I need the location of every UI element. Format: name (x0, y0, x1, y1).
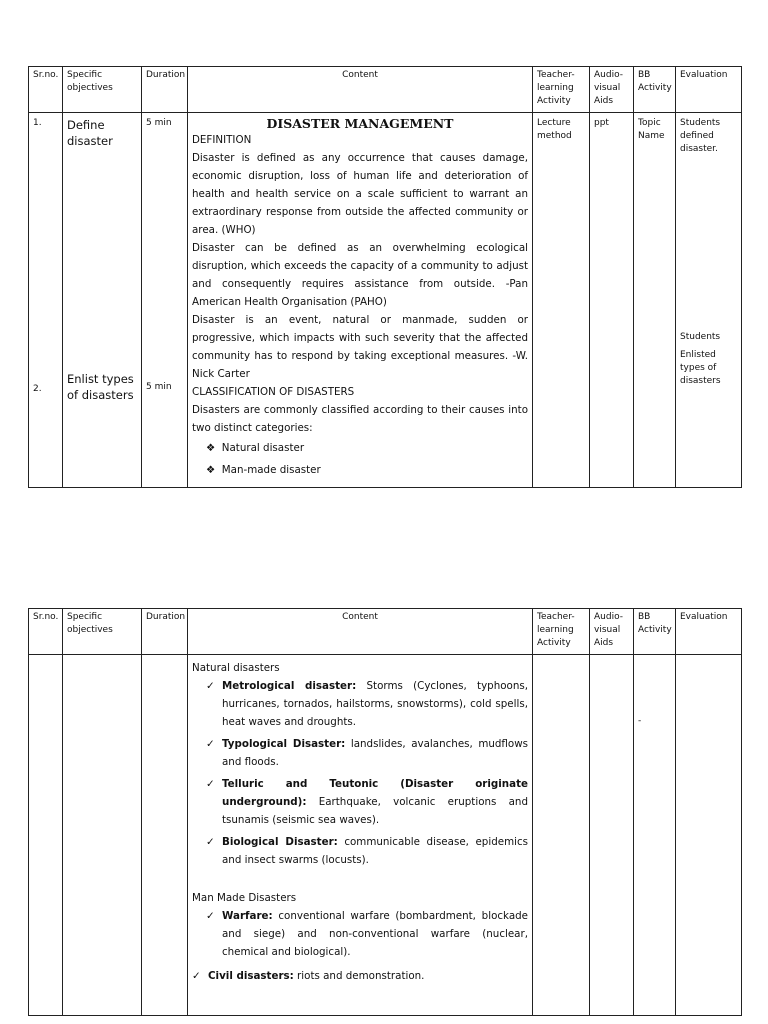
aids-cell (590, 655, 634, 1016)
content-title: DISASTER MANAGEMENT (266, 116, 454, 131)
header-duration: Duration (142, 609, 188, 655)
header-aids: Audio-visual Aids (590, 67, 634, 113)
evaluation-2b: Enlisted types of disasters (680, 350, 721, 386)
duration-cell (142, 113, 188, 488)
duration-1: 5 min (146, 118, 172, 128)
evaluation-1: Students defined disaster. (680, 118, 721, 154)
evaluation-cell (676, 113, 742, 488)
evaluation-cell (676, 655, 742, 1016)
lesson-plan-table-2 (28, 608, 742, 1016)
manmade-disaster-list (206, 907, 528, 961)
check-icon: ✓ (206, 738, 215, 750)
evaluation-2a: Students (680, 332, 721, 342)
objectives-cell (63, 655, 142, 1016)
header-objectives: Specific objectives (63, 609, 142, 655)
header-srno: Sr.no. (29, 609, 63, 655)
bb-activity-cell: Topic Name (634, 113, 676, 488)
objective-enlist-types: Enlist types of disasters (67, 372, 134, 402)
definition-paho: Disaster can be defined as an overwhelming ecological disruption, which exceeds the capacity of a community to adjust and consequently requires assistance from outside. -Pan American Health Organisation (PAHO) (192, 242, 528, 308)
classification-text: Disasters are commonly classified according to their causes into two distinct categories: (192, 404, 528, 434)
list-item: ✓ Telluric and Teutonic (Disaster originate underground): Earthquake, volcanic eruptions and tsunamis (seismic sea waves). (206, 775, 528, 829)
manmade-disasters-heading: Man Made Disasters (192, 892, 297, 904)
natural-disasters-heading: Natural disasters (192, 662, 280, 674)
list-item: ❖ Man-made disaster (206, 464, 321, 476)
srno-cell (29, 113, 63, 488)
header-bb-activity: BB Activity (634, 609, 676, 655)
list-item: ✓ Metrological disaster: Storms (Cyclones, typhoons, hurricanes, tornados, hailstorms, snowstorms), cold spells, heat waves and droughts. (206, 677, 528, 731)
definition-heading: DEFINITION (192, 134, 252, 146)
list-item: ✓ Warfare: conventional warfare (bombardment, blockade and siege) and non-conventional warfare (nuclear, chemical and biological). (206, 907, 528, 961)
check-icon: ✓ (206, 910, 215, 922)
srno-2: 2. (33, 384, 42, 394)
header-teacher-activity: Teacher-learning Activity (533, 609, 590, 655)
bb-dash: - (638, 716, 642, 726)
natural-disaster-list (206, 677, 528, 869)
lesson-plan-table-1 (28, 66, 742, 488)
check-icon: ✓ (206, 836, 215, 848)
header-duration: Duration (142, 67, 188, 113)
list-item: ✓ Biological Disaster: communicable disease, epidemics and insect swarms (locusts). (206, 833, 528, 869)
header-aids: Audio-visual Aids (590, 609, 634, 655)
civil-disaster-list (192, 967, 528, 985)
content-cell (188, 655, 533, 1016)
srno-1: 1. (33, 118, 42, 128)
classification-heading: CLASSIFICATION OF DISASTERS (192, 386, 355, 398)
duration-2: 5 min (146, 382, 172, 392)
table-row (29, 655, 742, 1016)
table-header-row (29, 67, 742, 113)
objectives-cell (63, 113, 142, 488)
header-content: Content (188, 609, 533, 655)
header-objectives: Specific objectives (63, 67, 142, 113)
check-icon: ✓ (206, 680, 215, 692)
list-item: ❖ Natural disaster (206, 442, 305, 454)
table-row (29, 113, 742, 488)
header-evaluation: Evaluation (676, 67, 742, 113)
definition-carter: Disaster is an event, natural or manmade, sudden or progressive, which impacts with such severity that the affected community has to respond by taking exceptional measures. -W. Nick Carter (192, 314, 528, 380)
teacher-activity-cell (533, 655, 590, 1016)
list-item: ✓ Typological Disaster: landslides, avalanches, mudflows and floods. (206, 735, 528, 771)
aids-cell: ppt (590, 113, 634, 488)
objective-define-disaster: Define disaster (67, 118, 113, 148)
header-evaluation: Evaluation (676, 609, 742, 655)
content-cell (188, 113, 533, 488)
category-list (206, 439, 528, 479)
teacher-activity-cell: Lecture method (533, 113, 590, 488)
header-content: Content (188, 67, 533, 113)
diamond-bullet-icon: ❖ (206, 442, 216, 454)
header-bb-activity: BB Activity (634, 67, 676, 113)
check-icon: ✓ (192, 970, 201, 982)
header-teacher-activity: Teacher-learning Activity (533, 67, 590, 113)
diamond-bullet-icon: ❖ (206, 464, 216, 476)
definition-who: Disaster is defined as any occurrence that causes damage, economic disruption, loss of human life and deterioration of health and health service on a scale sufficient to warrant an extraordinary response from outside the affected community or area. (WHO) (192, 152, 528, 236)
bb-activity-cell (634, 655, 676, 1016)
list-item: ✓ Civil disasters: riots and demonstration. (192, 967, 528, 985)
duration-cell (142, 655, 188, 1016)
header-srno: Sr.no. (29, 67, 63, 113)
check-icon: ✓ (206, 778, 215, 790)
table-header-row (29, 609, 742, 655)
srno-cell (29, 655, 63, 1016)
